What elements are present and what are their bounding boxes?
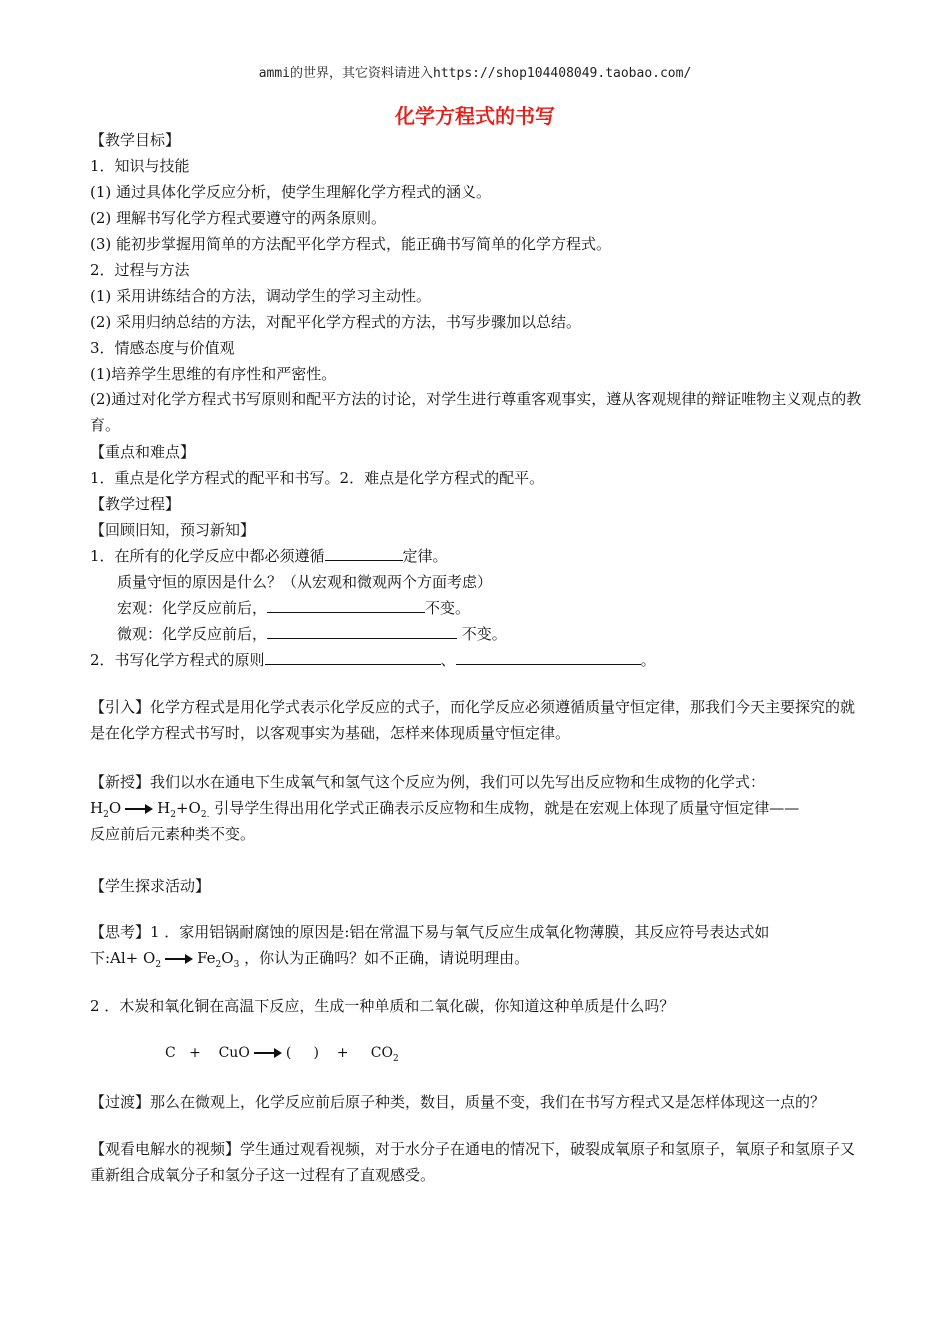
review-question-2 [90, 650, 656, 670]
reaction-arrow-icon [125, 804, 153, 814]
paragraph-text: 引导学生得出用化学式正确表示反应物和生成物，就是在宏观上体现了质量守恒定律—— [209, 799, 800, 817]
formula-text: 下:Al+ O [90, 949, 156, 967]
page-title: 化学方程式的书写 [395, 104, 555, 128]
new-paragraph-line-3: 反应前后元素种类不变。 [90, 825, 256, 843]
formula-subscript: 2 [170, 810, 176, 820]
formula-subscript: 2 [215, 960, 222, 970]
goals-item: (2) 采用归纳总结的方法，对配平化学方程式的方法，书写步骤加以总结。 [90, 313, 582, 331]
process-heading: 【教学过程】 [90, 495, 181, 513]
question-text: 不变。 [425, 599, 471, 617]
goals-item: (3) 能初步掌握用简单的方法配平化学方程式，能正确书写简单的化学方程式。 [90, 235, 612, 253]
question-text: 宏观：化学反应前后， [117, 599, 268, 617]
transition-paragraph: 【过渡】那么在微观上，化学反应前后原子种类，数目，质量不变，我们在书写方程式又是怎样体现这一点的？ [90, 1093, 826, 1111]
formula-subscript: 2. [200, 810, 210, 820]
goals-item: (2)通过对化学方程式书写原则和配平方法的讨论，对学生进行尊重客观事实，遵从客观规律的辩证唯物主义观点的教育。 [90, 390, 862, 434]
video-paragraph: 【观看电解水的视频】学生通过观看视频，对于水分子在通电的情况下，破裂成氧原子和氢原子，氧原子和氢原子又重新组合成氧分子和氢分子这一过程有了直观感受。 [90, 1140, 856, 1184]
formula-text: +O [175, 799, 201, 817]
question-text: 定律。 [402, 547, 448, 565]
review-macro [117, 598, 470, 618]
formula-text: O [221, 949, 234, 967]
fill-blank [267, 598, 425, 613]
new-paragraph-line-1: 【新授】我们以水在通电下生成氧气和氢气这个反应为例，我们可以先写出反应物和生成物的化学式： [90, 773, 766, 791]
goals-item: (1) 通过具体化学反应分析，使学生理解化学方程式的涵义。 [90, 183, 492, 201]
reaction-arrow-icon [165, 954, 193, 964]
intro-paragraph: 【引入】化学方程式是用化学式表示化学反应的式子，而化学反应必须遵循质量守恒定律，那我们今天主要探究的就是在化学方程式书写时，以客观事实为基础，怎样来体现质量守恒定律。 [90, 698, 856, 742]
formula-text: H [90, 799, 104, 817]
question-text: 微观：化学反应前后， [117, 625, 268, 643]
key-text: 1．重点是化学方程式的配平和书写。2．难点是化学方程式的配平。 [90, 469, 545, 487]
goals-section-1: 1．知识与技能 [90, 157, 190, 175]
formula-text: Fe [197, 949, 216, 967]
goals-item: (2) 理解书写化学方程式要遵守的两条原则。 [90, 209, 387, 227]
formula-subscript: 2 [392, 1053, 399, 1064]
review-micro [117, 624, 507, 644]
goals-section-3: 3．情感态度与价值观 [90, 339, 235, 357]
formula-text: O [108, 799, 122, 817]
activity-heading: 【学生探求活动】 [90, 877, 211, 895]
new-paragraph-line-2 [90, 798, 799, 825]
goals-section-2: 2．过程与方法 [90, 261, 190, 279]
reaction-arrow-icon [254, 1048, 282, 1058]
equation-right: ( ) + CO [285, 1045, 393, 1061]
formula-subscript: 2 [155, 960, 162, 970]
equation-left: C + CuO [165, 1045, 250, 1061]
key-heading: 【重点和难点】 [90, 443, 196, 461]
review-question-1 [90, 546, 448, 566]
fill-blank [456, 650, 641, 665]
question-text: 、 [440, 651, 456, 669]
think-line-1: 【思考】1 ．家用铝锅耐腐蚀的原因是:铝在常温下易与氧气反应生成氧化物薄膜，其反应符号表达式如 [90, 923, 770, 941]
goals-item: (1) 采用讲练结合的方法，调动学生的学习主动性。 [90, 287, 432, 305]
formula-text: H [157, 799, 171, 817]
question-text: 不变。 [457, 625, 507, 643]
goals-heading: 【教学目标】 [90, 131, 181, 149]
formula-subscript: 3 [233, 960, 240, 970]
page-header: ammi的世界，其它资料请进入https://shop104408049.taobao.com/ [258, 66, 692, 81]
question-text: 。 [640, 651, 656, 669]
reaction-equation [165, 1045, 399, 1064]
fill-blank [325, 546, 403, 561]
think-line-2 [90, 948, 529, 975]
paragraph-text: ，你认为正确吗？如不正确，请说明理由。 [239, 949, 530, 967]
fill-blank [265, 650, 441, 665]
fill-blank [267, 624, 457, 639]
question-2: 2 ．木炭和氧化铜在高温下反应，生成一种单质和二氧化碳，你知道这种单质是什么吗？ [90, 997, 675, 1015]
question-text: 2．书写化学方程式的原则 [90, 651, 265, 669]
review-heading: 【回顾旧知，预习新知】 [90, 521, 256, 539]
review-reason: 质量守恒的原因是什么？（从宏观和微观两个方面考虑） [117, 573, 493, 591]
goals-item: (1)培养学生思维的有序性和严密性。 [90, 365, 337, 383]
formula-subscript: 2 [103, 810, 109, 820]
question-text: 1．在所有的化学反应中都必须遵循 [90, 547, 325, 565]
